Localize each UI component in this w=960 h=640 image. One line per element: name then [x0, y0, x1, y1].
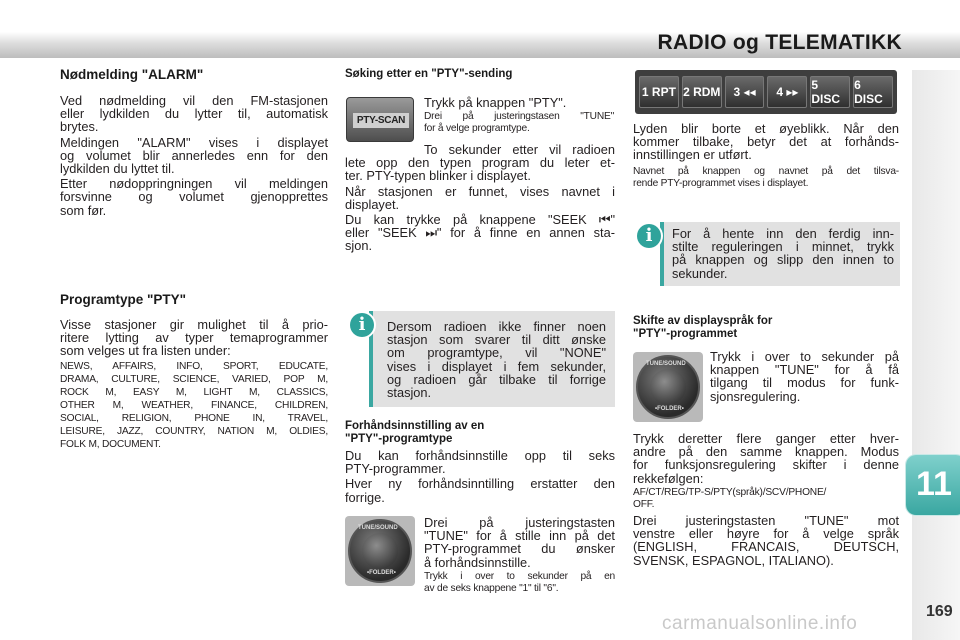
search-heading: Søking etter en "PTY"-sending: [345, 68, 513, 80]
text-line: vises i displayet i fem sekunder,: [387, 358, 606, 374]
text-line: Skifte av displayspråk for: [633, 315, 773, 327]
text-line: Visse stasjoner gir mulighet til å prio-: [60, 317, 328, 332]
text-line: Du kan forhåndsinnstille opp til seks: [345, 448, 615, 463]
text-line: For å hente inn den ferdig inn-: [672, 226, 894, 241]
chapter-tab: [906, 455, 960, 515]
text-line: rende PTY-programmet vises i displayet.: [633, 177, 809, 189]
text-line: tilgang til modus for funk-: [710, 375, 899, 391]
text-line: å forhåndsinnstille.: [424, 554, 531, 570]
tune-knob-image: [345, 516, 415, 586]
text-line: Lyden blir borte et øyeblikk. Når den: [633, 121, 899, 136]
preset-button-3: 3 ◂◂: [725, 76, 765, 108]
text-line: forsvinne og volumet gjenopprettes: [60, 189, 328, 205]
text-line: stilte reguleringen i minnet, trykk: [672, 239, 894, 255]
text-line: lete opp den typen program du leter et-: [345, 155, 615, 171]
knob-inner: [362, 533, 398, 569]
text-line: Drei på justeringstasten: [424, 515, 615, 530]
info-icon: i: [637, 224, 661, 248]
text-line: som velges ut fra listen under:: [60, 343, 231, 359]
text-line: Trykk i over to sekunder på en: [424, 571, 615, 582]
text-line: og volumet blir annerledes enn for den: [60, 147, 328, 163]
text-line: NEWS, AFFAIRS, INFO, SPORT, EDUCATE,: [60, 361, 328, 372]
text-line: Ved nødmelding vil den FM-stasjonen: [60, 93, 328, 108]
text-line: kommer tilbake, betyr det at forhånds-: [633, 134, 899, 150]
text-line: PTY-programmer.: [345, 461, 446, 477]
text-line: ritere lytting av typer temaprogrammer: [60, 330, 328, 346]
text-line: sekunder.: [672, 265, 728, 281]
knob-label-bottom: •FOLDER•: [367, 570, 396, 576]
text-line: Drei på justeringstasen "TUNE": [424, 111, 614, 122]
preset-button-2: 2 RDM: [682, 76, 722, 108]
side-strip: [912, 70, 960, 640]
text-line: "PTY"-programmet: [633, 328, 738, 340]
knob-label-bottom: •FOLDER•: [655, 406, 684, 412]
text-line: Når stasjonen er funnet, vises navnet i: [345, 183, 615, 199]
text-line: Meldingen "ALARM" vises i displayet: [60, 134, 328, 150]
chapter-number: 11: [916, 465, 952, 503]
text-line: SVENSK, ESPAGNOL, ITALIANO).: [633, 552, 834, 568]
preset-button-4: 4 ▸▸: [767, 76, 807, 108]
text-line: sjonsregulering.: [710, 388, 801, 404]
text-line: Hver ny forhåndsinntilling erstatter den: [345, 476, 615, 492]
text-line: stasjon som svarer til ditt ønske: [387, 332, 606, 348]
knob-label-top: TUNE/SOUND: [646, 361, 686, 367]
alarm-heading: Nødmelding "ALARM": [60, 67, 204, 82]
text-line: Navnet på knappen og navnet på det tilsva-: [633, 166, 899, 177]
knob-inner: [650, 369, 686, 405]
text-line: SOCIAL, RELIGION, PHONE IN, TRAVEL,: [60, 413, 328, 424]
text-line: Forhåndsinnstilling av en: [345, 420, 485, 432]
text-line: på knappen og slipp den innen to: [672, 252, 894, 268]
text-line: PTY-programmet du ønsker: [424, 541, 615, 557]
text-line: innstillingen er utført.: [633, 147, 752, 163]
text-line: Trykk i over to sekunder på: [710, 349, 899, 364]
text-line: "PTY"-programtype: [345, 433, 453, 445]
text-line: LEISURE, JAZZ, COUNTRY, NATION M, OLDIES,: [60, 426, 328, 437]
text-line: rekkefølgen:: [633, 470, 704, 486]
text-line: ROCK M, EASY M, LIGHT M, CLASSICS,: [60, 387, 328, 398]
text-line: som før.: [60, 202, 107, 218]
text-line: AF/CT/REG/TP-S/PTY(språk)/SCV/PHONE/: [633, 487, 827, 498]
text-line: Etter nødoppringningen vil meldingen: [60, 176, 328, 192]
text-line: FOLK M, DOCUMENT.: [60, 439, 161, 450]
knob-label-top: TUNE/SOUND: [358, 525, 398, 531]
text-line: lydkilden du lyttet til.: [60, 161, 175, 176]
text-line: ter. PTY-typen blinker i displayet.: [345, 168, 531, 184]
text-line: DRAMA, CULTURE, SCIENCE, VARIED, POP M,: [60, 374, 328, 385]
text-line: eller lydkilden du lytter til, automatisk: [60, 106, 328, 122]
tune-knob-image: [633, 352, 703, 422]
text-line: Drei justeringstasten "TUNE" mot: [633, 513, 899, 528]
text-line: Dersom radioen ikke finner noen: [387, 319, 606, 334]
pty-scan-label: PTY-SCAN: [353, 113, 409, 128]
page-title: RADIO og TELEMATIKK: [657, 31, 902, 54]
text-line: To sekunder etter vil radioen: [424, 142, 615, 157]
text-line: om programtype, vil "NONE": [387, 345, 606, 361]
press-pty-text: Trykk på knappen "PTY".: [424, 95, 567, 110]
text-line: OTHER M, WEATHER, FINANCE, CHILDREN,: [60, 400, 328, 411]
text-line: eller "SEEK ⏭" for å finne en annen sta-: [345, 225, 615, 241]
pty-heading: Programtype "PTY": [60, 292, 187, 307]
text-line: OFF.: [633, 499, 655, 510]
preset-buttons-image: [635, 70, 897, 114]
text-line: sjon.: [345, 238, 373, 254]
text-line: displayet.: [345, 196, 400, 212]
watermark-text: carmanualsonline.info: [662, 613, 858, 634]
text-line: for å velge programtype.: [424, 122, 530, 134]
text-line: for funksjonsregulering skifter i denne: [633, 457, 899, 473]
page-number: 169: [926, 603, 953, 620]
text-line: venstre eller høyre for å velge språk: [633, 526, 899, 542]
text-line: brytes.: [60, 119, 99, 135]
text-line: stasjon.: [387, 385, 432, 400]
text-line: Trykk deretter flere ganger etter hver-: [633, 431, 899, 446]
text-line: (ENGLISH, FRANCAIS, DEUTSCH,: [633, 539, 899, 555]
preset-button-1: 1 RPT: [639, 76, 679, 108]
text-line: andre på den samme knappen. Modus: [633, 444, 899, 460]
text-line: av de seks knappene "1" til "6".: [424, 582, 559, 594]
preset-button-5: 5 DISC: [810, 76, 850, 108]
text-line: knappen "TUNE" for å få: [710, 362, 899, 378]
pty-scan-button-image: [346, 97, 414, 142]
text-line: og radioen går tilbake til forrige: [387, 371, 606, 387]
info-icon: i: [350, 313, 374, 337]
text-line: "TUNE" for å stille inn på det: [424, 528, 615, 544]
text-line: forrige.: [345, 489, 385, 505]
preset-button-6: 6 DISC: [853, 76, 893, 108]
text-line: Du kan trykke på knappene "SEEK ⏮": [345, 212, 615, 227]
